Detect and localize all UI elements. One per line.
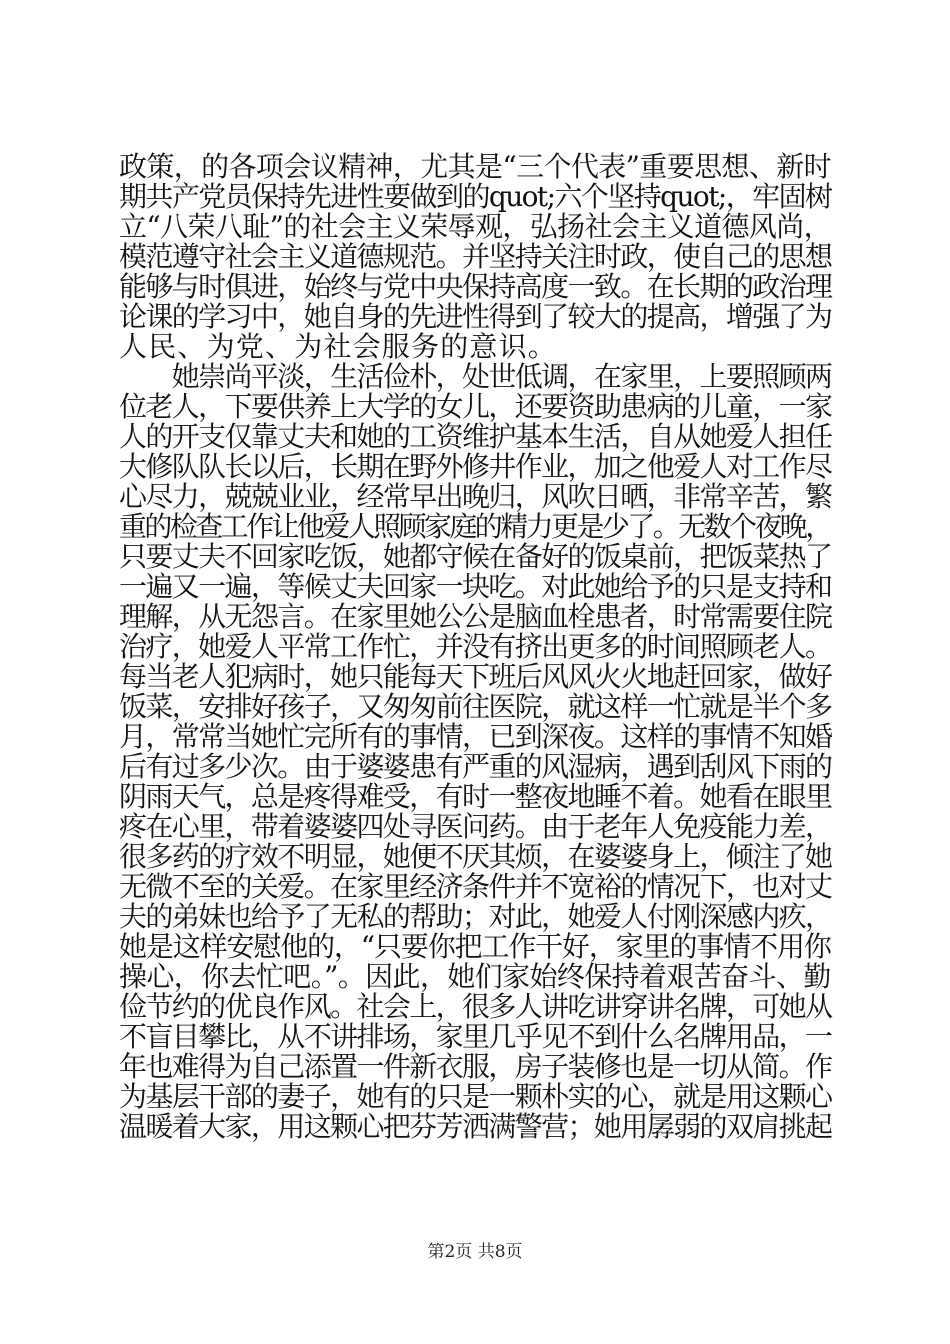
text-line: 期共产党员保持先进性要做到的quot;六个坚持quot;，牢固树	[119, 180, 832, 213]
text-line: 人民、为党、为社会服务的意识。	[119, 330, 558, 363]
text-line: 不盲目攀比，从不讲排场，家里几乎见不到什么名牌用品，一	[119, 1020, 832, 1053]
text-line: 很多药的疗效不明显，她便不厌其烦，在婆婆身上，倾注了她	[119, 840, 832, 873]
text-line: 心尽力，兢兢业业，经常早出晚归，风吹日晒，非常辛苦，繁	[119, 480, 832, 513]
text-line: 模范遵守社会主义道德规范。并坚持关注时政，使自己的思想	[119, 240, 832, 273]
text-line: 位老人，下要供养上大学的女儿，还要资助患病的儿童，一家	[119, 390, 832, 423]
text-line: 操心，你去忙吧。”。因此，她们家始终保持着艰苦奋斗、勤	[119, 960, 831, 993]
text-line: 疼在心里，带着婆婆四处寻医问药。由于老年人免疫能力差，	[119, 810, 832, 843]
text-line: 温暖着大家，用这颗心把芬芳洒满警营；她用孱弱的双肩挑起	[119, 1110, 832, 1143]
text-line: 俭节约的优良作风。社会上，很多人讲吃讲穿讲名牌，可她从	[119, 990, 832, 1023]
page-footer: 第2页 共8页	[427, 1242, 523, 1262]
text-line: 能够与时俱进，始终与党中央保持高度一致。在长期的政治理	[119, 270, 832, 303]
text-line: 她崇尚平淡，生活俭朴，处世低调，在家里，上要照顾两	[119, 360, 832, 393]
text-line: 饭菜，安排好孩子，又匆匆前往医院，就这样一忙就是半个多	[119, 690, 832, 723]
text-line: 月，常常当她忙完所有的事情，已到深夜。这样的事情不知婚	[119, 720, 832, 753]
text-line: 阴雨天气，总是疼得难受，有时一整夜地睡不着。她看在眼里	[119, 780, 832, 813]
text-line: 治疗，她爱人平常工作忙，并没有挤出更多的时间照顾老人。	[119, 630, 832, 663]
text-line: 无微不至的关爱。在家里经济条件并不宽裕的情况下，也对丈	[119, 870, 832, 903]
text-line: 后有过多少次。由于婆婆患有严重的风湿病，遇到刮风下雨的	[119, 750, 832, 783]
text-line: 一遍又一遍，等候丈夫回家一块吃。对此她给予的只是支持和	[119, 570, 832, 603]
text-line: 大修队队长以后，长期在野外修井作业，加之他爱人对工作尽	[119, 450, 832, 483]
text-line: 论课的学习中，她自身的先进性得到了较大的提高，增强了为	[119, 300, 832, 333]
text-line: 重的检查工作让他爱人照顾家庭的精力更是少了。无数个夜晚，	[119, 510, 831, 543]
text-line: 立“八荣八耻”的社会主义荣辱观，弘扬社会主义道德风尚，	[119, 210, 832, 243]
text-line: 她是这样安慰他的，“只要你把工作干好，家里的事情不用你	[119, 930, 831, 963]
text-line: 年也难得为自己添置一件新衣服，房子装修也是一切从简。作	[119, 1050, 832, 1083]
text-line: 只要丈夫不回家吃饭，她都守候在备好的饭桌前，把饭菜热了	[119, 540, 832, 573]
text-line: 理解，从无怨言。在家里她公公是脑血栓患者，时常需要住院	[119, 600, 832, 633]
text-line: 每当老人犯病时，她只能每天下班后风风火火地赶回家，做好	[119, 660, 832, 693]
text-line: 夫的弟妹也给予了无私的帮助；对此，她爱人付刚深感内疚，	[119, 900, 832, 933]
text-line: 政策，的各项会议精神，尤其是“三个代表”重要思想、新时	[119, 150, 832, 183]
text-line: 为基层干部的妻子，她有的只是一颗朴实的心，就是用这颗心	[119, 1080, 832, 1113]
text-line: 人的开支仅靠丈夫和她的工资维护基本生活，自从她爱人担任	[119, 420, 832, 453]
